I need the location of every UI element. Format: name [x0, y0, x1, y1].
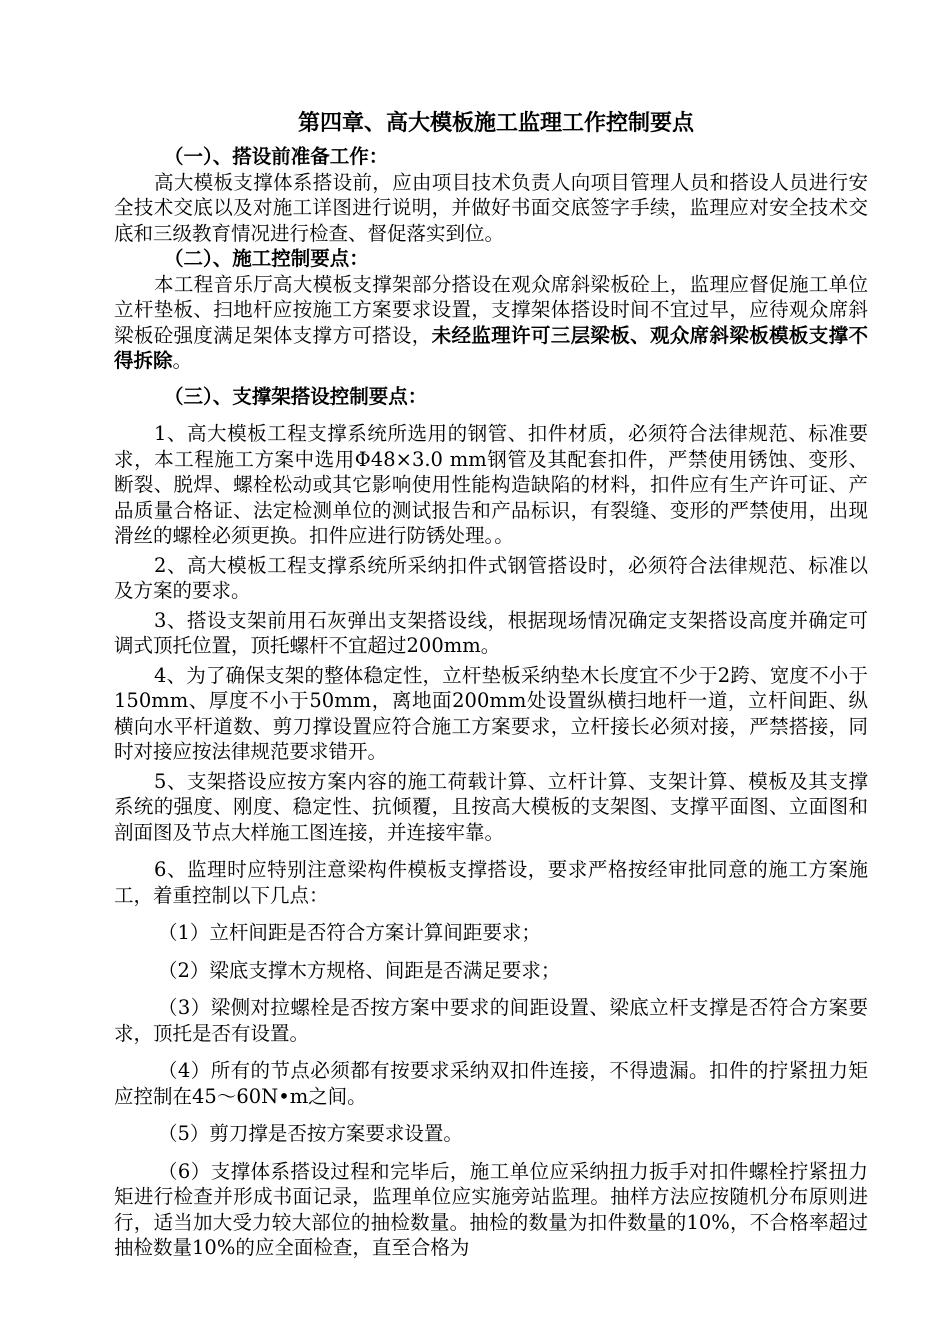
item-3-paragraph: 3、搭设支架前用石灰弹出支架搭设线，根据现场情况确定支架搭设高度并确定可调式顶托位置，顶托螺杆不宜超过200mm。 [114, 608, 868, 657]
section-heading-1: （一）、搭设前准备工作： [164, 145, 389, 168]
check-point-2: （2）梁底支撑木方规格、间距是否满足要求； [158, 958, 561, 982]
check-point-4: （4）所有的节点必须都有按要求采纳双扣件连接，不得遗漏。扣件的拧紧扭力矩应控制在45～60N•m之间。 [114, 1059, 868, 1108]
section-2-paragraph [114, 272, 868, 374]
item-4-paragraph: 4、为了确保支架的整体稳定性，立杆垫板采纳垫木长度宜不少于2跨、宽度不小于150mm、厚度不小于50mm，离地面200mm处设置纵横扫地杆一道，立杆间距、纵横向水平杆道数、剪刀撑设置应符合施工方案要求，立杆接长必须对接，严禁搭接，同时对接应按法律规范要求错开。 [114, 663, 868, 763]
section-1-paragraph: 高大模板支撑体系搭设前，应由项目技术负责人向项目管理人员和搭设人员进行安全技术交底以及对施工详图进行说明，并做好书面交底签字手续，监理应对安全技术交底和三级教育情况进行检查、督促落实到位。 [114, 170, 868, 245]
check-point-6: （6）支撑体系搭设过程和完毕后，施工单位应采纳扭力扳手对扣件螺栓拧紧扭力矩进行检查并形成书面记录，监理单位应实施旁站监理。抽样方法应按随机分布原则进行，适当加大受力较大部位的抽检数量。抽检的数量为扣件数量的10%，不合格率超过抽检数量10%的应全面检查，直至合格为 [114, 1159, 868, 1259]
section-heading-2: （二）、施工控制要点： [164, 247, 369, 270]
check-point-5: （5）剪刀撑是否按方案要求设置。 [158, 1122, 463, 1145]
check-point-1: （1）立杆间距是否符合方案计算间距要求； [158, 921, 541, 944]
section-2-text: 本工程音乐厅高大模板支撑架部分搭设在观众席斜梁板砼上，监理应督促施工单位立杆垫板、扫地杆应按施工方案要求设置，支撑架体搭设时间不宜过早，应待观众席斜梁板砼强度满足架体支撑方可搭设， [114, 272, 868, 347]
item-1-paragraph: 1、高大模板工程支撑系统所选用的钢管、扣件材质，必须符合法律规范、标准要求，本工程施工方案中选用Φ48×3.0 mm钢管及其配套扣件，严禁使用锈蚀、变形、断裂、脱焊、螺栓松动或其它影响使用性能构造缺陷的材料，扣件应有生产许可证、产品质量合格证、法定检测单位的测试报告和产品标识，有裂缝、变形的严禁使用，出现滑丝的螺栓必须更换。扣件应进行防锈处理。。 [114, 422, 868, 547]
section-2-bold-text: 未经监理许可三层梁板、观众席斜梁板模板支撑不得拆除 [114, 323, 868, 372]
section-2-text-end: 。 [172, 349, 193, 372]
item-6-paragraph: 6、监理时应特别注意梁构件模板支撑搭设，要求严格按经审批同意的施工方案施工，着重控制以下几点： [114, 858, 868, 907]
check-point-3: （3）梁侧对拉螺栓是否按方案中要求的间距设置、梁底立杆支撑是否符合方案要求，顶托是否有设置。 [114, 996, 868, 1045]
item-2-paragraph: 2、高大模板工程支撑系统所采纳扣件式钢管搭设时，必须符合法律规范、标准以及方案的要求。 [114, 553, 868, 602]
chapter-title: 第四章、高大模板施工监理工作控制要点 [297, 110, 694, 136]
item-5-paragraph: 5、支架搭设应按方案内容的施工荷载计算、立杆计算、支架计算、模板及其支撑系统的强度、刚度、稳定性、抗倾覆，且按高大模板的支架图、支撑平面图、立面图和剖面图及节点大样施工图连接，并连接牢靠。 [114, 769, 868, 844]
section-heading-3: （三）、支撑架搭设控制要点： [164, 384, 428, 408]
